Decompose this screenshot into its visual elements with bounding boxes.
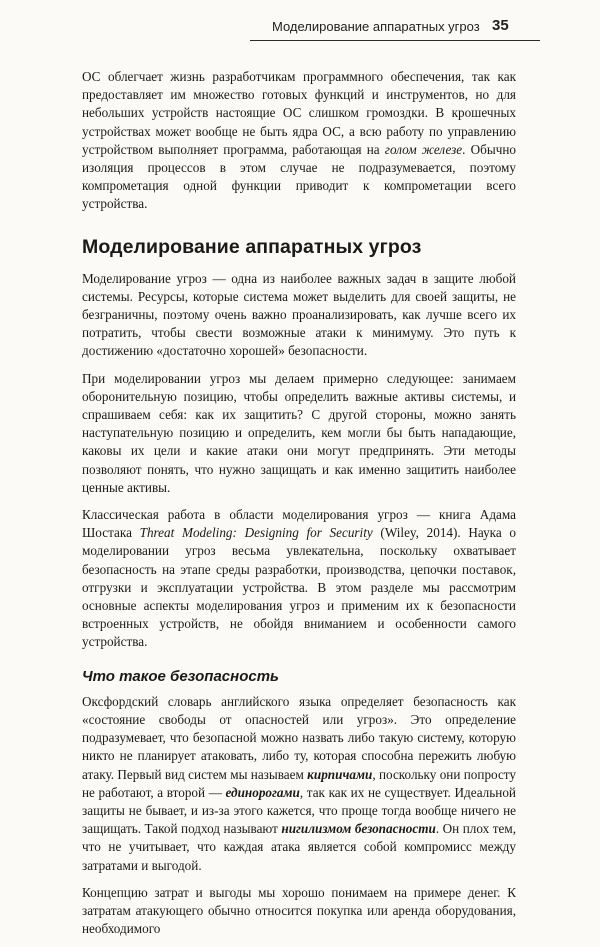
subsection-paragraph-2: Концепцию затрат и выгоды мы хорошо понимаем на примере денег. К затратам атакующего обычно относится покупка или аренда оборудования, необходимого: [82, 884, 516, 937]
running-title: Моделирование аппаратных угроз: [272, 19, 480, 34]
sub-p1-text-1: Оксфордский словарь английского языка определяет безопасность как «состояние свободы от опасностей или угроз». Это определение подразумевает, что безопасной можно назвать либо такую систему, которую никто не планирует атаковать, либо ту, которая способна пережить любую атаку. Первый вид систем мы называем: [82, 693, 516, 782]
page-header: [0, 0, 600, 46]
section-paragraph-3: [82, 506, 516, 652]
page-content: [82, 68, 516, 947]
term-unicorns: единорогами: [225, 784, 300, 800]
intro-paragraph: [82, 68, 516, 214]
p3-text-1: Классическая работа в области моделирования угроз — книга Адама Шостака: [82, 507, 516, 541]
page-number: 35: [492, 17, 509, 34]
section-heading: Моделирование аппаратных угроз: [82, 235, 422, 258]
section-paragraph-2: При моделировании угроз мы делаем примерно следующее: занимаем оборонительную позицию, чтобы определить важные активы системы, и спрашиваем себя: как их защитить? С другой стороны, можно занять наступательную позицию и определить, кем могли бы быть нападающие, каковы их цели и какие атаки они могут предпринять. Эти методы позволяют понять, что нужно защищать и как именно защитить наиболее ценные активы.: [82, 370, 516, 495]
term-bricks: кирпичами: [307, 766, 373, 782]
section-paragraph-1: Моделирование угроз — одна из наиболее важных задач в защите любой системы. Ресурсы, которые система может выделить для своей защиты, не безграничны, поэтому очень важно проанализировать, как лучше всего их потратить, чтобы свести возможные атаки к минимуму. Это путь к достижению «достаточно хорошей» безопасности.: [82, 270, 516, 359]
sub-p1-text-4: . Он плох тем, что не учитывает, что каждая атака является собой компромисс между затратами и выгодой.: [82, 821, 516, 873]
intro-text-1: ОС облегчает жизнь разработчикам программного обеспечения, так как предоставляет им множество готовых функций и инструментов, но для небольших устройств настоящие ОС слишком громоздки. В крошечных устройствах может вообще не быть ядра ОС, а всю работу по управлению устройством выполняет программа, работающая на: [82, 69, 516, 157]
subsection-paragraph-1: [82, 693, 516, 875]
sub-p1-text-2: , поскольку они попросту не работают, а второй —: [82, 766, 516, 800]
sub-p1-text-3: , так как их не существует. Идеальной защиты не бывает, и из-за этого кажется, что проще тогда вообще ничего не защищать. Такой подход называют: [82, 784, 516, 837]
term-nihilism: нигилизмом безопасности: [281, 821, 436, 837]
subsection-heading: Что такое безопасность: [82, 667, 279, 685]
p3-text-2: (Wiley, 2014). Наука о моделировании угроз весьма увлекательна, поскольку охватывает безопасность на этапе среды разработки, производства, цепочки поставок, отгрузки и эксплуатации устройства. В этом разделе мы рассмотрим основные аспекты моделирования угроз и применим их к безопасности встроенных устройств, не обойдя вниманием и особенности самого устройства.: [82, 525, 517, 650]
intro-text-2: . Обычно изоляция процессов в этом случае не подразумевается, поэтому компрометация одной функции приводит к компрометации всего устройства.: [82, 141, 517, 212]
book-title: Threat Modeling: Designing for Security: [139, 525, 373, 541]
intro-italic-term: голом железе: [384, 141, 463, 157]
